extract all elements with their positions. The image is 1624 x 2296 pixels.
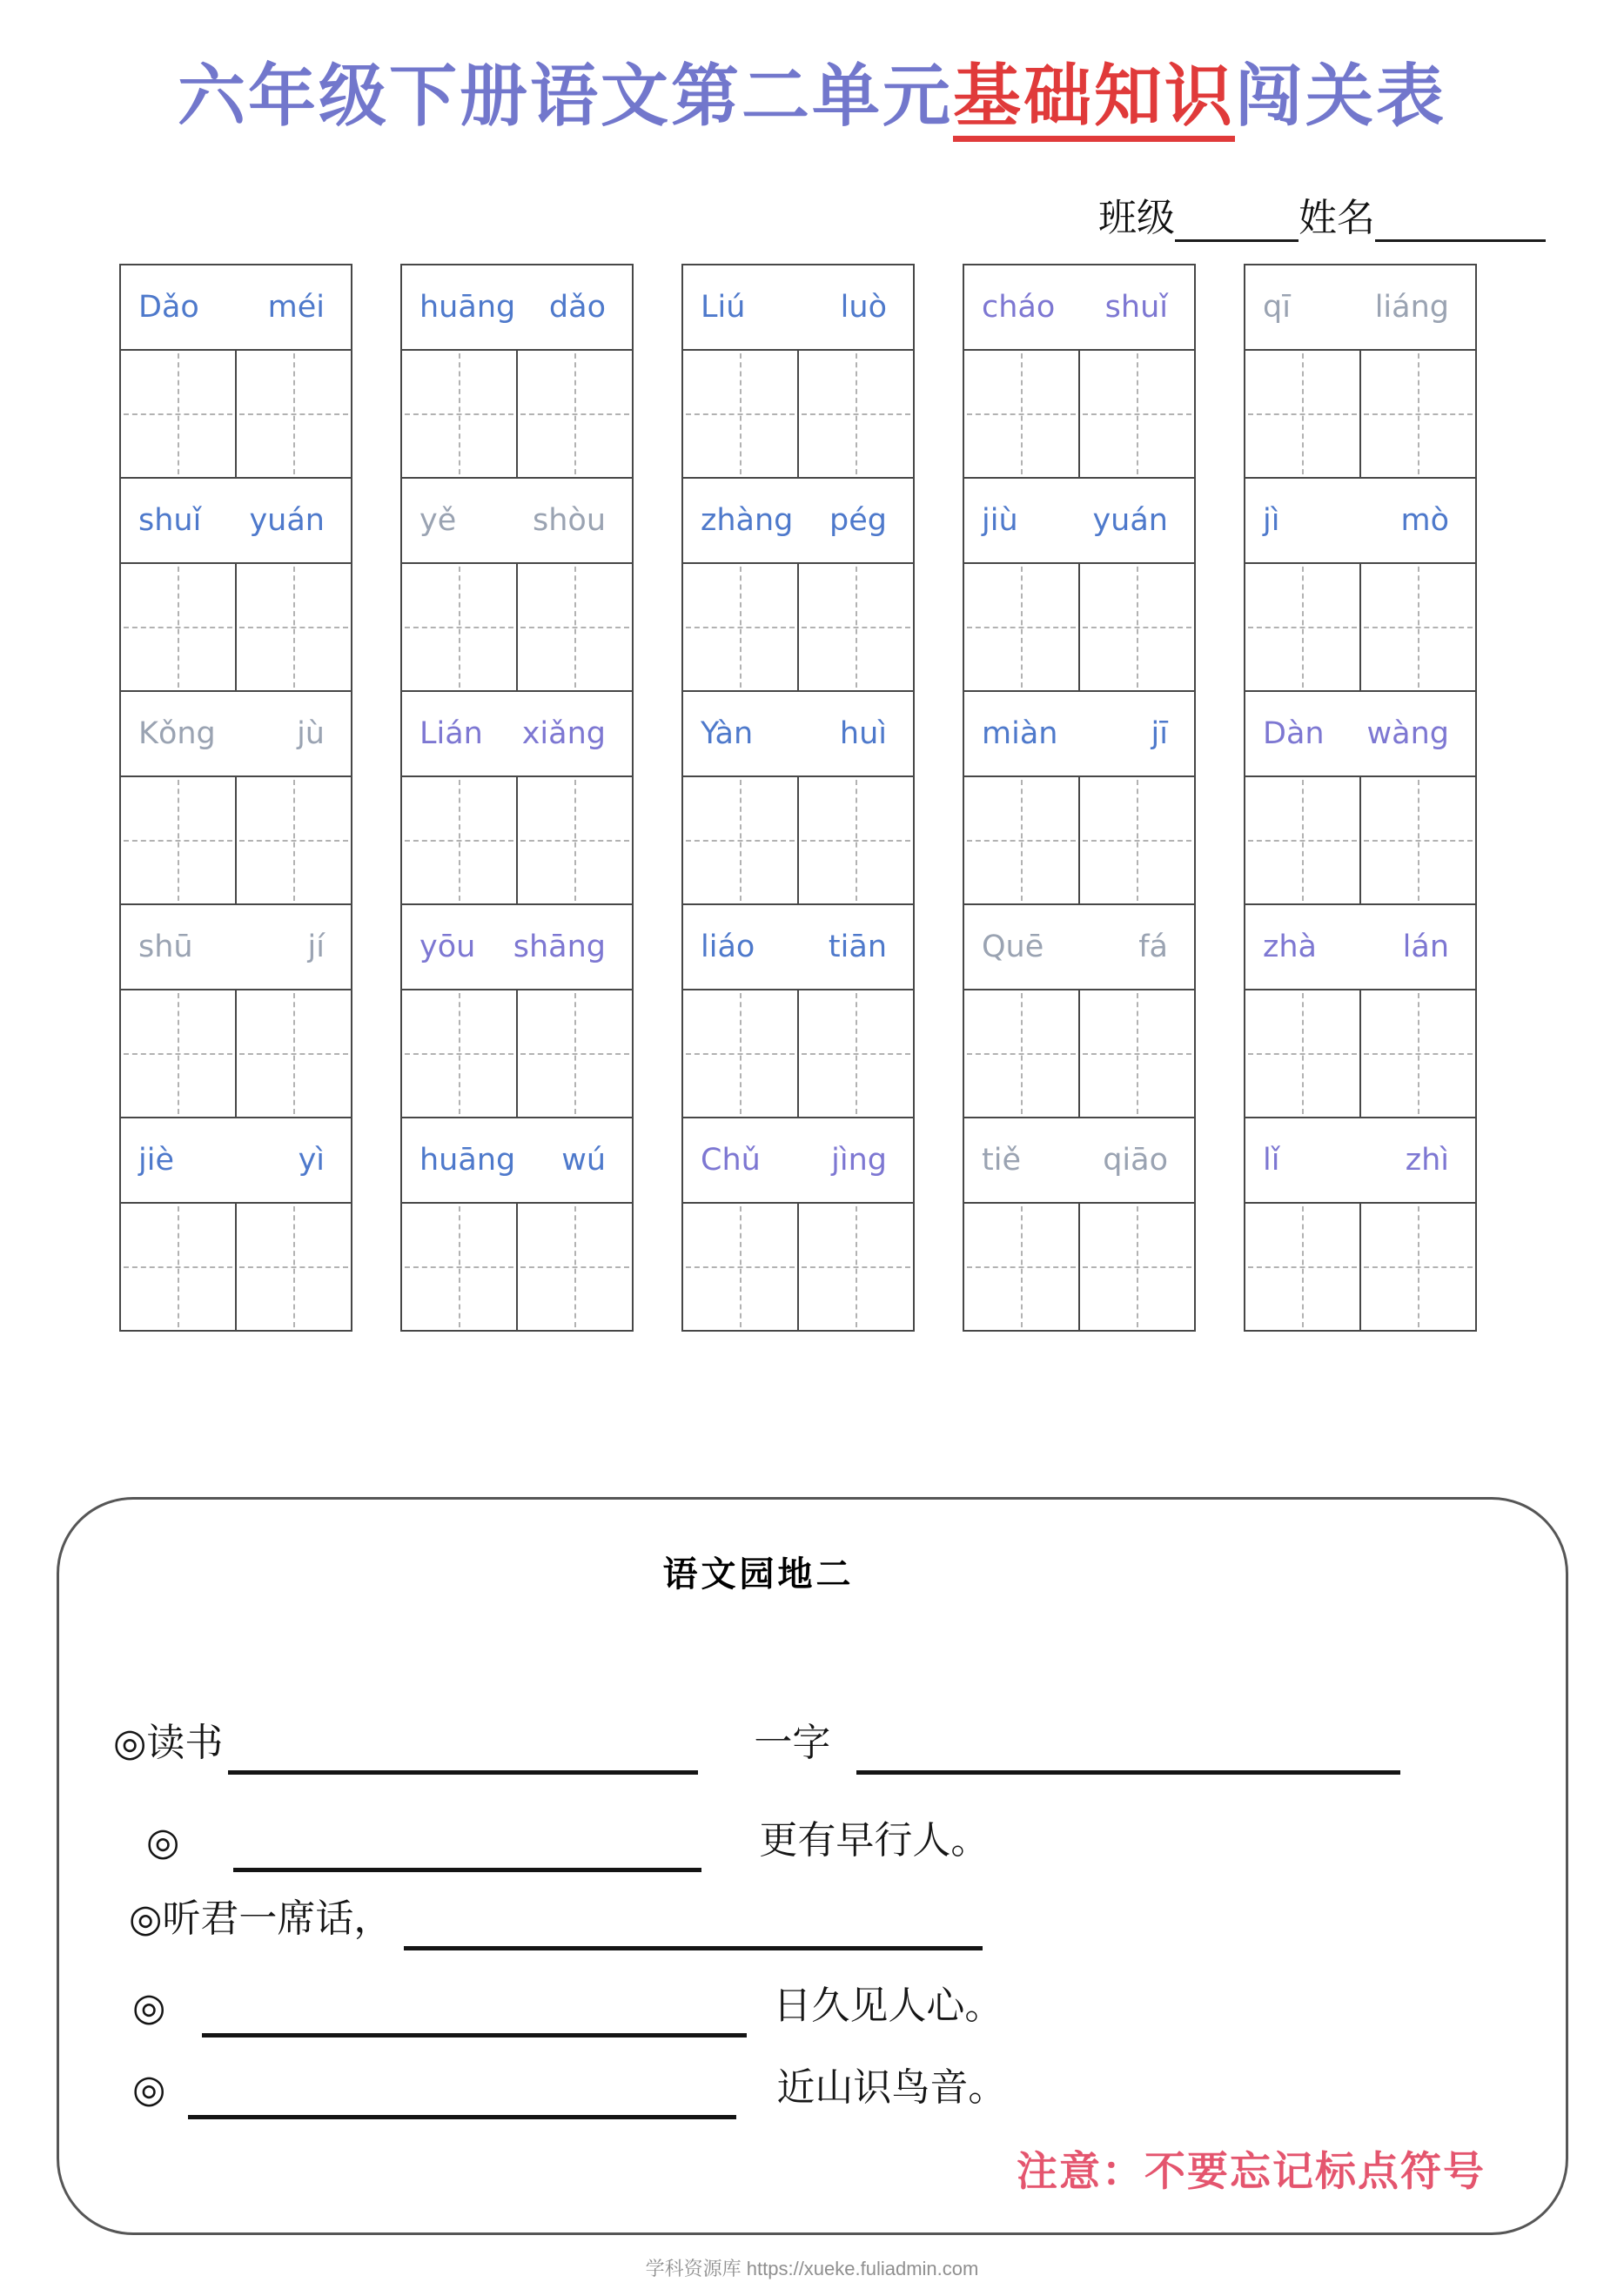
- pinyin-syllable-1: Lián: [419, 716, 483, 751]
- word-unit-c3-r5: [681, 1117, 915, 1332]
- tianzige-cell: [121, 564, 235, 690]
- writing-cells: [119, 562, 352, 692]
- writing-cells: [400, 1202, 634, 1332]
- writing-cells: [963, 349, 1196, 479]
- exercise-text: 更有早行人。: [759, 1819, 990, 1862]
- pinyin-syllable-2: yuán: [249, 503, 325, 538]
- tianzige-cell: [402, 777, 516, 903]
- pinyin-column-5: [1244, 264, 1477, 1332]
- pinyin-word: [1244, 1117, 1477, 1204]
- pinyin-word: [400, 264, 634, 351]
- word-unit-c2-r1: [400, 264, 634, 479]
- word-unit-c1-r5: [119, 1117, 352, 1332]
- page-title: [0, 42, 1624, 139]
- writing-cells: [681, 562, 915, 692]
- tianzige-cell: [121, 990, 235, 1117]
- pinyin-syllable-2: wú: [561, 1143, 606, 1178]
- pinyin-word: [400, 690, 634, 777]
- pinyin-syllable-1: zhà: [1263, 930, 1318, 964]
- tianzige-cell: [1245, 990, 1359, 1117]
- word-unit-c5-r5: [1244, 1117, 1477, 1332]
- word-unit-c4-r4: [963, 903, 1196, 1118]
- tianzige-cell: [683, 990, 797, 1117]
- tianzige-cell: [516, 1204, 632, 1330]
- pinyin-syllable-1: jiù: [982, 503, 1018, 538]
- writing-cells: [119, 1202, 352, 1332]
- tianzige-cell: [1359, 1204, 1475, 1330]
- word-unit-c5-r1: [1244, 264, 1477, 479]
- garden-note: 注意：不要忘记标点符号: [1017, 2150, 1486, 2195]
- writing-cells: [963, 775, 1196, 905]
- tianzige-cell: [121, 351, 235, 477]
- pinyin-word: [119, 690, 352, 777]
- pinyin-syllable-1: Dàn: [1263, 716, 1325, 751]
- word-unit-c2-r3: [400, 690, 634, 905]
- pinyin-word: [119, 903, 352, 990]
- pinyin-syllable-2: fá: [1138, 930, 1168, 964]
- pinyin-word: [681, 264, 915, 351]
- fill-blank-line: [404, 1924, 983, 1950]
- word-unit-c3-r4: [681, 903, 915, 1118]
- exercise-line-4: [132, 1974, 1003, 2030]
- pinyin-column-1: [119, 264, 352, 1332]
- writing-cells: [681, 1202, 915, 1332]
- pinyin-syllable-1: Liú: [701, 290, 746, 325]
- tianzige-cell: [964, 1204, 1078, 1330]
- pinyin-word: [400, 477, 634, 564]
- pinyin-syllable-2: wàng: [1366, 716, 1449, 751]
- pinyin-syllable-1: yōu: [419, 930, 476, 964]
- tianzige-cell: [683, 777, 797, 903]
- pinyin-word: [119, 264, 352, 351]
- pinyin-syllable-1: Chǔ: [701, 1143, 761, 1178]
- pinyin-word: [1244, 690, 1477, 777]
- word-unit-c5-r3: [1244, 690, 1477, 905]
- writing-cells: [400, 775, 634, 905]
- writing-cells: [1244, 349, 1477, 479]
- tianzige-cell: [797, 777, 913, 903]
- exercise-text: ◎: [132, 2068, 166, 2111]
- pinyin-word: [1244, 903, 1477, 990]
- word-unit-c1-r3: [119, 690, 352, 905]
- tianzige-cell: [1245, 777, 1359, 903]
- pinyin-word: [963, 690, 1196, 777]
- tianzige-cell: [235, 351, 351, 477]
- pinyin-syllable-1: tiě: [982, 1143, 1021, 1178]
- tianzige-cell: [235, 777, 351, 903]
- tianzige-cell: [797, 990, 913, 1117]
- writing-cells: [400, 989, 634, 1118]
- pinyin-syllable-2: jù: [297, 716, 325, 751]
- writing-cells: [963, 562, 1196, 692]
- fill-blank-line: [228, 1749, 698, 1775]
- pinyin-word: [1244, 477, 1477, 564]
- class-fill-blank: [1175, 202, 1299, 242]
- word-unit-c5-r4: [1244, 903, 1477, 1118]
- tianzige-cell: [402, 990, 516, 1117]
- fill-blank-line: [202, 2011, 747, 2038]
- fill-blank-line: [856, 1749, 1400, 1775]
- pinyin-syllable-2: jìng: [831, 1143, 887, 1178]
- tianzige-cell: [964, 777, 1078, 903]
- word-unit-c4-r5: [963, 1117, 1196, 1332]
- tianzige-cell: [1078, 1204, 1194, 1330]
- tianzige-cell: [516, 351, 632, 477]
- pinyin-syllable-2: mò: [1400, 503, 1449, 538]
- pinyin-syllable-1: Dǎo: [138, 290, 199, 325]
- exercise-line-1: [113, 1711, 1400, 1767]
- exercise-line-2: [146, 1809, 989, 1864]
- tianzige-cell: [797, 1204, 913, 1330]
- garden-title: 语文园地二: [662, 1554, 855, 1594]
- word-unit-c4-r3: [963, 690, 1196, 905]
- pinyin-word: [681, 690, 915, 777]
- class-name-row: [1098, 186, 1546, 242]
- pinyin-syllable-2: dǎo: [548, 290, 606, 325]
- tianzige-cell: [1078, 564, 1194, 690]
- pinyin-word: [963, 1117, 1196, 1204]
- tianzige-cell: [964, 564, 1078, 690]
- writing-cells: [119, 775, 352, 905]
- exercise-text: 日久见人心。: [773, 1984, 1003, 2027]
- exercise-text: ◎: [146, 1821, 180, 1863]
- tianzige-cell: [1245, 1204, 1359, 1330]
- tianzige-cell: [1359, 564, 1475, 690]
- title-highlighted-text: 基础知识: [953, 58, 1235, 142]
- tianzige-cell: [402, 351, 516, 477]
- tianzige-cell: [121, 1204, 235, 1330]
- tianzige-cell: [1359, 351, 1475, 477]
- pinyin-syllable-2: shòu: [532, 503, 606, 538]
- pinyin-column-2: [400, 264, 634, 1332]
- tianzige-cell: [964, 351, 1078, 477]
- pinyin-word: [119, 1117, 352, 1204]
- name-fill-blank: [1375, 202, 1546, 242]
- pinyin-syllable-2: pég: [829, 503, 887, 538]
- tianzige-cell: [516, 990, 632, 1117]
- tianzige-cell: [683, 351, 797, 477]
- writing-cells: [681, 989, 915, 1118]
- pinyin-syllable-1: miàn: [982, 716, 1058, 751]
- word-unit-c2-r4: [400, 903, 634, 1118]
- tianzige-cell: [1359, 990, 1475, 1117]
- name-label: 姓名: [1299, 197, 1375, 239]
- pinyin-word: [400, 1117, 634, 1204]
- writing-cells: [681, 349, 915, 479]
- tianzige-cell: [1078, 777, 1194, 903]
- pinyin-syllable-1: jì: [1263, 503, 1280, 538]
- pinyin-syllable-1: yě: [419, 503, 457, 538]
- tianzige-cell: [235, 564, 351, 690]
- word-unit-c3-r1: [681, 264, 915, 479]
- tianzige-cell: [235, 1204, 351, 1330]
- tianzige-cell: [1245, 564, 1359, 690]
- pinyin-syllable-2: luò: [840, 290, 887, 325]
- pinyin-syllable-1: Yàn: [701, 716, 754, 751]
- pinyin-syllable-2: huì: [839, 716, 887, 751]
- exercise-line-5: [132, 2056, 1006, 2111]
- pinyin-syllable-1: qī: [1263, 290, 1291, 325]
- pinyin-word: [1244, 264, 1477, 351]
- writing-cells: [681, 775, 915, 905]
- word-unit-c4-r2: [963, 477, 1196, 692]
- pinyin-word: [963, 264, 1196, 351]
- pinyin-word: [963, 903, 1196, 990]
- pinyin-syllable-1: jiè: [138, 1143, 174, 1178]
- pinyin-syllable-2: yuán: [1092, 503, 1168, 538]
- tianzige-cell: [683, 564, 797, 690]
- pinyin-syllable-2: lán: [1402, 930, 1449, 964]
- tianzige-cell: [1245, 351, 1359, 477]
- tianzige-cell: [1359, 777, 1475, 903]
- word-unit-c5-r2: [1244, 477, 1477, 692]
- pinyin-syllable-1: lǐ: [1263, 1143, 1280, 1178]
- pinyin-syllable-2: qiāo: [1103, 1143, 1168, 1178]
- tianzige-cell: [402, 564, 516, 690]
- tianzige-cell: [1078, 990, 1194, 1117]
- pinyin-syllable-1: liáo: [701, 930, 755, 964]
- pinyin-syllable-2: xiǎng: [521, 716, 606, 751]
- tianzige-cell: [964, 990, 1078, 1117]
- tianzige-cell: [797, 351, 913, 477]
- tianzige-cell: [402, 1204, 516, 1330]
- word-unit-c3-r3: [681, 690, 915, 905]
- tianzige-cell: [683, 1204, 797, 1330]
- tianzige-cell: [121, 777, 235, 903]
- pinyin-syllable-2: jī: [1151, 716, 1168, 751]
- exercise-text: 一字: [754, 1722, 831, 1764]
- pinyin-syllable-2: zhì: [1405, 1143, 1449, 1178]
- exercise-text: 近山识鸟音。: [776, 2066, 1007, 2109]
- tianzige-cell: [516, 777, 632, 903]
- pinyin-column-4: [963, 264, 1196, 1332]
- fill-blank-line: [233, 1846, 701, 1872]
- pinyin-syllable-1: zhàng: [701, 503, 794, 538]
- title-main-text: 六年级下册语文第二单元: [177, 58, 953, 134]
- word-unit-c1-r4: [119, 903, 352, 1118]
- pinyin-syllable-2: liáng: [1374, 290, 1449, 325]
- pinyin-syllable-1: shuǐ: [138, 503, 202, 538]
- page-footer: 学科资源库 https://xueke.fuliadmin.com: [645, 2258, 979, 2279]
- word-unit-c2-r2: [400, 477, 634, 692]
- fill-blank-line: [188, 2093, 736, 2119]
- pinyin-syllable-2: shuǐ: [1104, 290, 1168, 325]
- writing-cells: [119, 989, 352, 1118]
- writing-cells: [963, 989, 1196, 1118]
- exercise-text: ◎读书: [113, 1722, 224, 1764]
- word-unit-c1-r1: [119, 264, 352, 479]
- pinyin-syllable-1: shū: [138, 930, 193, 964]
- pinyin-syllable-2: jí: [307, 930, 325, 964]
- pinyin-word: [119, 477, 352, 564]
- class-label: 班级: [1098, 197, 1175, 239]
- pinyin-syllable-2: méi: [267, 290, 325, 325]
- tianzige-cell: [235, 990, 351, 1117]
- writing-cells: [1244, 562, 1477, 692]
- pinyin-writing-grid: [119, 264, 1477, 1332]
- pinyin-column-3: [681, 264, 915, 1332]
- pinyin-syllable-2: shāng: [513, 930, 606, 964]
- pinyin-syllable-2: yì: [298, 1143, 325, 1178]
- word-unit-c3-r2: [681, 477, 915, 692]
- writing-cells: [400, 562, 634, 692]
- pinyin-word: [963, 477, 1196, 564]
- writing-cells: [1244, 775, 1477, 905]
- pinyin-syllable-1: huāng: [419, 290, 516, 325]
- pinyin-word: [681, 903, 915, 990]
- word-unit-c2-r5: [400, 1117, 634, 1332]
- pinyin-word: [681, 477, 915, 564]
- word-unit-c4-r1: [963, 264, 1196, 479]
- writing-cells: [400, 349, 634, 479]
- exercise-text: ◎: [132, 1986, 166, 2029]
- writing-cells: [119, 349, 352, 479]
- title-tail-text: 闯关表: [1235, 58, 1447, 134]
- pinyin-word: [400, 903, 634, 990]
- tianzige-cell: [797, 564, 913, 690]
- pinyin-syllable-1: huāng: [419, 1143, 516, 1178]
- writing-cells: [1244, 1202, 1477, 1332]
- tianzige-cell: [516, 564, 632, 690]
- exercise-text: ◎听君一席话，: [129, 1897, 393, 1940]
- exercise-line-3: [129, 1887, 983, 1943]
- pinyin-word: [681, 1117, 915, 1204]
- pinyin-syllable-1: Kǒng: [138, 716, 216, 751]
- writing-cells: [963, 1202, 1196, 1332]
- writing-cells: [1244, 989, 1477, 1118]
- word-unit-c1-r2: [119, 477, 352, 692]
- tianzige-cell: [1078, 351, 1194, 477]
- pinyin-syllable-1: Quē: [982, 930, 1044, 964]
- pinyin-syllable-1: cháo: [982, 290, 1056, 325]
- pinyin-syllable-2: tiān: [828, 930, 887, 964]
